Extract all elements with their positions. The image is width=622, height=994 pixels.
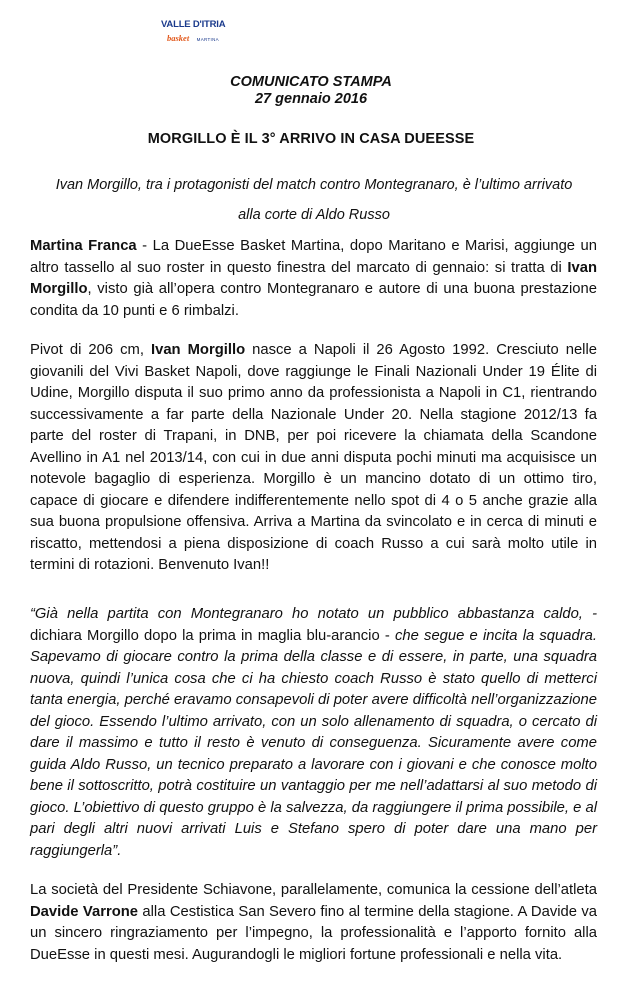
transfer-text-b: alla Cestistica San Severo fino al termine della stagione. A Davide va un sincero ringraziamento per l’impegno, la professionalità e l’apporto fornito alla DueEsse in questi mesi. Augurandogli le migliori fortune professionali e nella vita. bbox=[30, 903, 597, 963]
press-release-label: COMUNICATO STAMPA bbox=[230, 74, 392, 90]
bio-text-a: Pivot di 206 cm, bbox=[30, 342, 151, 358]
paragraph-transfer bbox=[30, 880, 597, 966]
subtitle bbox=[30, 170, 598, 230]
transferred-player-name: Davide Varrone bbox=[30, 903, 139, 920]
bio-text-b: nasce a Napoli il 26 Agosto 1992. Cresciuto nelle giovanili del Vivi Basket Napoli, dove raggiunge le Finali Nazionali Under 19 Élite di Udine, Morgillo disputa il suo primo anno da professionista a Napoli in C1, rientrando successivamente a far parte della Nazionale Under 20. Nella stagione 2012/13 fa parte del roster di Trapani, in DNB, per poi ricevere la chiamata della Scandone Avellino in A1 nel 2013/14, con cui in due anni disputa pochi minuti ma acquisisce un notevole bagaglio di esperienza. Morgillo è un mancino dotato di un ottimo tiro, capace di giocare e difendere indifferentemente nello spot di 4 o 5 anche grazie alla sua buona propulsione offensiva. Arriva a Martina da svincolato e in cerca di minuti e riscatto, mettendosi a piena disposizione di coach Russo a cui sarà molto utile in termini di rotazioni. Benvenuto Ivan!! bbox=[30, 342, 597, 573]
player-name: Ivan Morgillo bbox=[30, 259, 597, 297]
quote-text-b: che segue e incita la squadra. Sapevamo di giocare contro la prima della classe e di essere, in parte, una squadra nuova, quindi l’unica cosa che ci ha chiesto coach Russo è stato quello di metterci tanta energia, perché eravamo consapevoli di poter avere difficoltà nell’organizzazione del gioco. Essendo l’ultimo arrivato, con un solo allenamento di squadra, o cercato di dare il massimo e tutto il resto è venuto di conseguenza. Sicuramente avere come guida Aldo Russo, un tecnico preparato a lavorare con i giovani e che conosce molto bene il sottoscritto, potrà costituire un vantaggio per me nell’adattarsi al suo metodo di gioco. L’obiettivo di questo gruppo è la salvezza, da raggiungere il prima possibile, e al pari degli altri nuovi arrivati Luis e Stefano spero di poter dare una mano per raggiungerla”. bbox=[30, 627, 597, 859]
paragraph-quote bbox=[30, 604, 597, 862]
quote-attribution: dichiara Morgillo dopo la prima in maglia blu-arancio - bbox=[30, 627, 395, 644]
paragraph-intro bbox=[30, 236, 597, 322]
quote-text-a: “Già nella partita con Montegranaro ho notato un pubblico abbastanza caldo, - bbox=[30, 606, 597, 622]
transfer-text-a: La società del Presidente Schiavone, parallelamente, comunica la cessione dell’atleta bbox=[30, 882, 597, 898]
logo-brand-small: MARTINA bbox=[196, 36, 219, 42]
logo-brand-top: VALLE D'ITRIA bbox=[161, 19, 226, 30]
club-logo bbox=[161, 20, 233, 42]
dateline: Martina Franca bbox=[30, 238, 137, 254]
subtitle-line-2: alla corte di Aldo Russo bbox=[238, 207, 390, 223]
headline: MORGILLO È IL 3° ARRIVO IN CASA DUEESSE bbox=[147, 131, 475, 147]
press-release-date: 27 gennaio 2016 bbox=[254, 91, 368, 107]
player-name: Ivan Morgillo bbox=[150, 342, 246, 358]
subtitle-line-1: Ivan Morgillo, tra i protagonisti del match contro Montegranaro, è l’ultimo arrivato bbox=[55, 177, 573, 193]
logo-brand-script: basket bbox=[167, 32, 190, 43]
intro-text-b: , visto già all’opera contro Montegranaro e autore di una buona prestazione condita da 10 punti e 6 rimbalzi. bbox=[30, 281, 597, 319]
paragraph-bio bbox=[30, 340, 597, 577]
intro-text-a: - La DueEsse Basket Martina, dopo Maritano e Marisi, aggiunge un altro tassello al suo roster in questo finestra del marcato di gennaio: si tratta di bbox=[30, 238, 597, 276]
logo-sub-row bbox=[161, 29, 233, 45]
